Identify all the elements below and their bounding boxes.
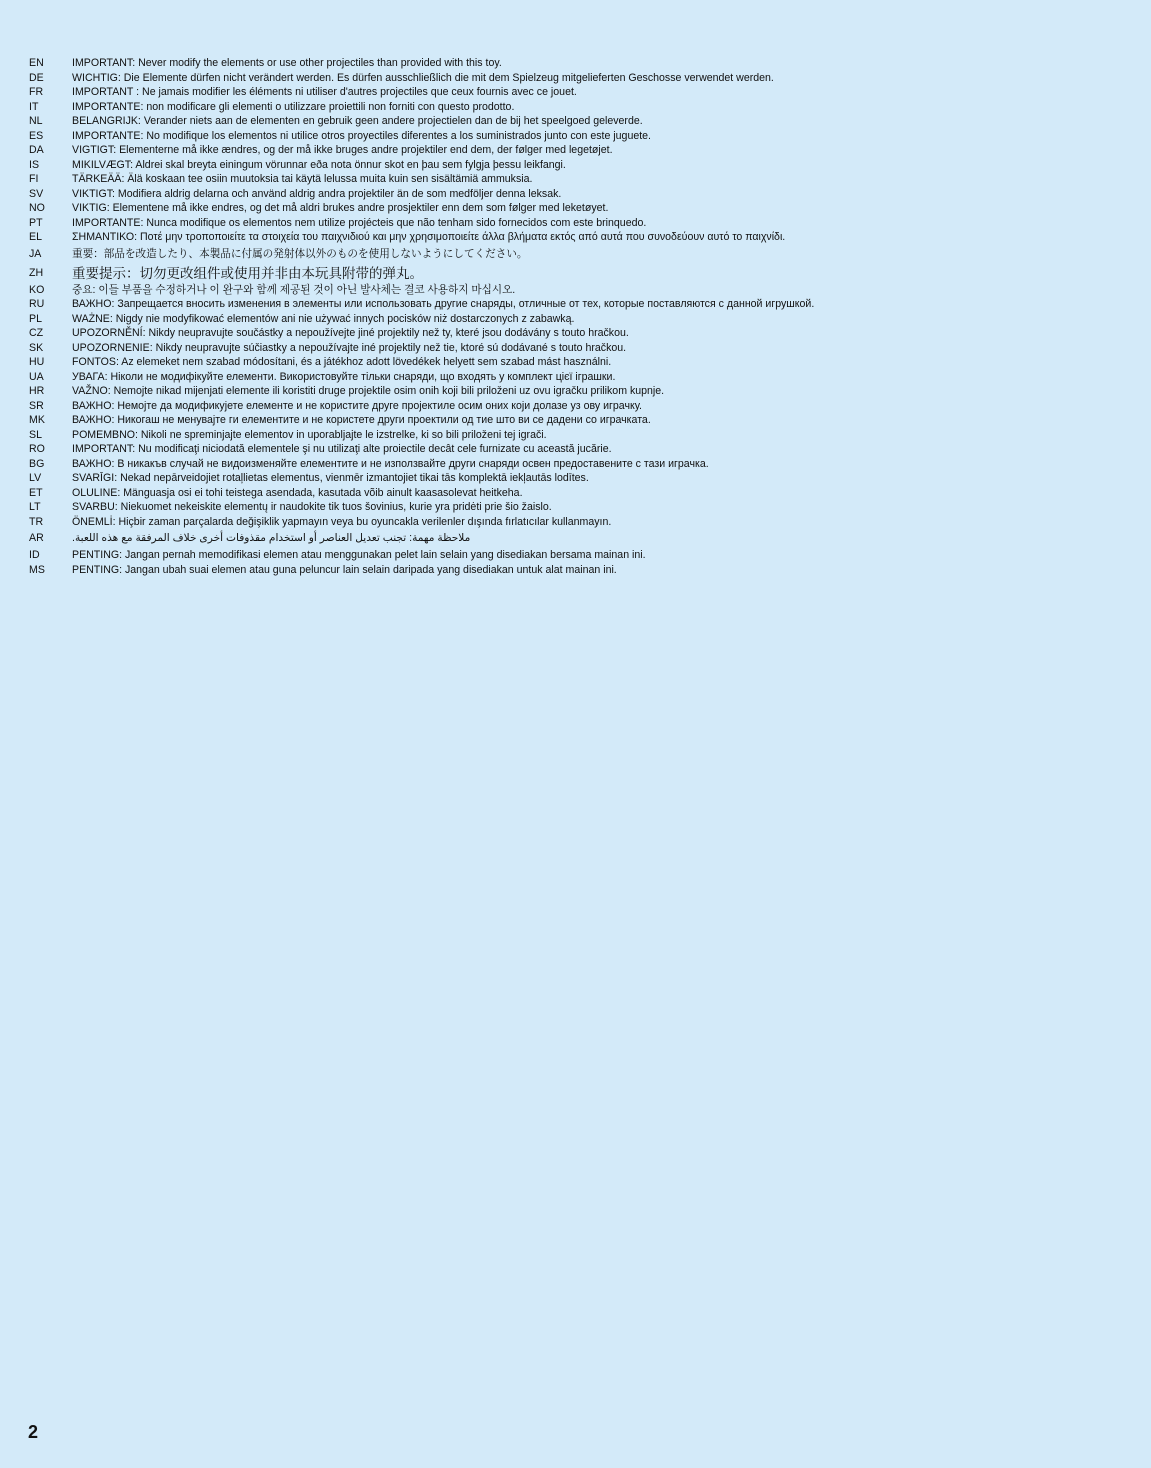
warning-text: IMPORTANT : Ne jamais modifier les éléments ni utiliser d'autres projectiles que ceux fournis avec ce jouet.	[72, 86, 577, 98]
language-code: RU	[29, 298, 45, 310]
warning-row-pl	[29, 312, 1129, 327]
language-code: HU	[29, 356, 45, 368]
page-number: 2	[28, 1422, 39, 1442]
warning-text: УВАГА: Ніколи не модифікуйте елементи. Використовуйте тільки снаряди, що входять у комплект цієї іграшки.	[72, 370, 616, 383]
warning-row-ja	[29, 245, 1129, 264]
language-code: UA	[29, 370, 44, 383]
warning-row-ro	[29, 442, 1129, 457]
warning-text: ΣΗΜΑΝΤΙΚΟ: Ποτέ μην τροποποιείτε τα στοιχεία του παιχνιδιού και μην χρησιμοποιείτε άλλα βλήματα εκτός από αυτά που συνοδεύουν αυτό το παιχνίδι.	[72, 231, 786, 243]
language-code: SR	[29, 399, 44, 412]
warning-text: SVARBU: Niekuomet nekeiskite elementų ir naudokite tik tuos šovinius, kurie yra pridėti prie šio žaislo.	[72, 501, 552, 513]
language-code: NL	[29, 115, 43, 127]
warning-text: UPOZORNENIE: Nikdy neupravujte súčiastky a nepoužívajte iné projektily než tie, ktoré sú dodávané s touto hračkou.	[72, 341, 627, 354]
language-code: MK	[29, 414, 45, 426]
warning-row-no	[29, 201, 1129, 216]
warning-text: ВАЖНО: В никакъв случай не видоизменяйте елементите и не използвайте други снаряди освен предоставените с тази играчка.	[72, 457, 709, 470]
warning-row-hr	[29, 384, 1129, 399]
language-code: ES	[29, 129, 44, 142]
warning-row-de	[29, 71, 1129, 86]
warning-row-sl	[29, 428, 1129, 443]
language-code: PT	[29, 216, 43, 229]
warning-text: TÄRKEÄÄ: Älä koskaan tee osiin muutoksia tai käytä lelussa muita kuin sen sisältämiä ammuksia.	[72, 173, 533, 185]
warning-text: PENTING: Jangan pernah memodifikasi elemen atau menggunakan pelet lain selain yang disediakan bersama mainan ini.	[72, 549, 646, 561]
warning-text: SVARĪGI: Nekad nepārveidojiet rotaļlietas elementus, vienmēr izmantojiet tikai tās komplektā iekļautās lodītes.	[72, 472, 589, 484]
warning-text: WAŻNE: Nigdy nie modyfikować elementów ani nie używać innych pocisków niż dostarczonych z zabawką.	[72, 312, 575, 325]
warning-row-nl	[29, 114, 1129, 129]
warning-row-cz	[29, 326, 1129, 341]
warning-row-sk	[29, 341, 1129, 356]
warning-text: 重要：部品を改造したり、本製品に付属の発射体以外のものを使用しないようにしてください。	[72, 247, 528, 260]
warning-text: VIKTIGT: Modifiera aldrig delarna och använd aldrig andra projektiler än de som medföljer denna leksak.	[72, 187, 562, 200]
warning-row-lv	[29, 471, 1129, 486]
warning-text: ВАЖНО: Никогаш не менувајте ги елементите и не користете други проектили од тие што ви се дадени со играчката.	[72, 414, 651, 426]
language-code: LV	[29, 472, 42, 484]
language-code: DA	[29, 144, 44, 156]
warning-text: ملاحظة مهمة: تجنب تعديل العناصر أو استخدام مقذوفات أخرى خلاف المرفقة مع هذه اللعبة.	[72, 532, 471, 544]
warning-row-lt	[29, 500, 1129, 515]
language-code: BG	[29, 457, 45, 470]
warning-text: IMPORTANT: Never modify the elements or use other projectiles than provided with this toy.	[72, 57, 502, 69]
warning-text: VIGTIGT: Elementerne må ikke ændres, og der må ikke bruges andre projektiler end dem, der følger med legetøjet.	[72, 144, 613, 156]
language-code: AR	[29, 532, 44, 544]
language-code: FI	[29, 173, 39, 185]
warning-row-fi	[29, 172, 1129, 187]
warning-text: ВАЖНО: Запрещается вносить изменения в элементы или использовать другие снаряды, отличные от тех, которые поставляются с данной игрушкой.	[72, 298, 815, 310]
warning-row-ru	[29, 297, 1129, 312]
warning-row-sr	[29, 399, 1129, 414]
warning-text: 重要提示：切勿更改组件或使用并非由本玩具附带的弹丸。	[72, 265, 423, 281]
warning-row-bg	[29, 457, 1129, 472]
warning-text: FONTOS: Az elemeket nem szabad módosítani, és a játékhoz adott lövedékek helyett sem szabad mást használni.	[72, 356, 612, 368]
multilingual-warning-list	[29, 56, 1129, 577]
warning-row-fr	[29, 85, 1129, 100]
warning-row-it	[29, 100, 1129, 115]
language-code: ID	[29, 549, 40, 561]
language-code: NO	[29, 202, 45, 214]
warning-text: VIKTIG: Elementene må ikke endres, og det må aldri brukes andre prosjektiler enn dem som følger med leketøyet.	[72, 202, 609, 214]
language-code: SV	[29, 187, 44, 200]
warning-row-es	[29, 129, 1129, 144]
warning-text: IMPORTANTE: non modificare gli elementi o utilizzare proiettili non forniti con questo prodotto.	[72, 100, 515, 113]
warning-row-da	[29, 143, 1129, 158]
language-code: HR	[29, 385, 45, 397]
warning-text: UPOZORNĚNÍ: Nikdy neupravujte součástky a nepoužívejte jiné projektily než ty, které jsou dodávány s touto hračkou.	[72, 327, 629, 339]
warning-text: ВАЖНО: Немојте да модификујете елементе и не користите друге пројектиле осим оних који долазе уз ову играчку.	[72, 399, 642, 412]
warning-text: ÖNEMLİ: Hiçbir zaman parçalarda değişiklik yapmayın veya bu oyuncakla verilenler dışında fırlatıcılar kullanmayın.	[72, 515, 612, 528]
warning-row-tr	[29, 515, 1129, 530]
language-code: JA	[29, 247, 42, 260]
warning-row-zh	[29, 264, 1129, 283]
warning-text: MIKILVÆGT: Aldrei skal breyta einingum vörunnar eða nota önnur skot en þau sem fylgja þessu leikfangi.	[72, 158, 566, 171]
language-code: SL	[29, 428, 42, 441]
language-code: EN	[29, 57, 44, 69]
language-code: TR	[29, 515, 44, 528]
language-code: EL	[29, 231, 42, 243]
warning-row-ar	[29, 529, 1129, 548]
warning-text: OLULINE: Mänguasja osi ei tohi teistega asendada, kasutada võib ainult kaasasolevat heitkeha.	[72, 486, 523, 499]
language-code: IS	[29, 158, 40, 171]
warning-row-sv	[29, 187, 1129, 202]
warning-text: 중요: 이들 부품을 수정하거나 이 완구와 함께 제공된 것이 아닌 발사체는 결코 사용하지 마십시오.	[72, 283, 516, 296]
warning-row-ua	[29, 370, 1129, 385]
language-code: ET	[29, 486, 43, 499]
warning-text: BELANGRIJK: Verander niets aan de elementen en gebruik geen andere projectielen dan de bij het speelgoed geleverde.	[72, 115, 643, 127]
language-code: KO	[29, 283, 45, 296]
warning-row-hu	[29, 355, 1129, 370]
warning-row-el	[29, 230, 1129, 245]
warning-row-mk	[29, 413, 1129, 428]
warning-text: POMEMBNO: Nikoli ne spreminjajte elementov in uporabljajte le izstrelke, ki so bili priloženi tej igrači.	[72, 428, 547, 441]
warning-row-id	[29, 548, 1129, 563]
language-code: LT	[29, 501, 41, 513]
warning-text: VAŽNO: Nemojte nikad mijenjati elemente ili koristiti druge projektile osim onih koji bili priloženi uz ovu igračku prilikom kupnje.	[72, 385, 665, 397]
language-code: DE	[29, 71, 44, 84]
language-code: MS	[29, 563, 45, 576]
language-code: CZ	[29, 327, 44, 339]
language-code: IT	[29, 100, 39, 113]
language-code: SK	[29, 341, 44, 354]
language-code: RO	[29, 443, 45, 455]
warning-text: WICHTIG: Die Elemente dürfen nicht verändert werden. Es dürfen ausschließlich die mit dem Spielzeug mitgelieferten Geschosse verwendet werden.	[72, 71, 774, 84]
warning-text: IMPORTANTE: Nunca modifique os elementos nem utilize projécteis que não tenham sido fornecidos com este brinquedo.	[72, 216, 647, 229]
warning-text: PENTING: Jangan ubah suai elemen atau guna peluncur lain selain daripada yang disediakan untuk alat mainan ini.	[72, 563, 617, 576]
warning-text: IMPORTANT: Nu modificaţi niciodată elementele şi nu utilizaţi alte proiectile decât cele furnizate cu această jucărie.	[72, 443, 612, 455]
warning-row-et	[29, 486, 1129, 501]
warning-row-ms	[29, 563, 1129, 578]
warning-row-is	[29, 158, 1129, 173]
warning-text: IMPORTANTE: No modifique los elementos ni utilice otros proyectiles diferentes a los suministrados junto con este juguete.	[72, 129, 652, 142]
language-code: ZH	[29, 266, 44, 279]
language-code: FR	[29, 86, 44, 98]
warning-row-en	[29, 56, 1129, 71]
warning-row-ko	[29, 283, 1129, 298]
warning-row-pt	[29, 216, 1129, 231]
language-code: PL	[29, 312, 42, 325]
